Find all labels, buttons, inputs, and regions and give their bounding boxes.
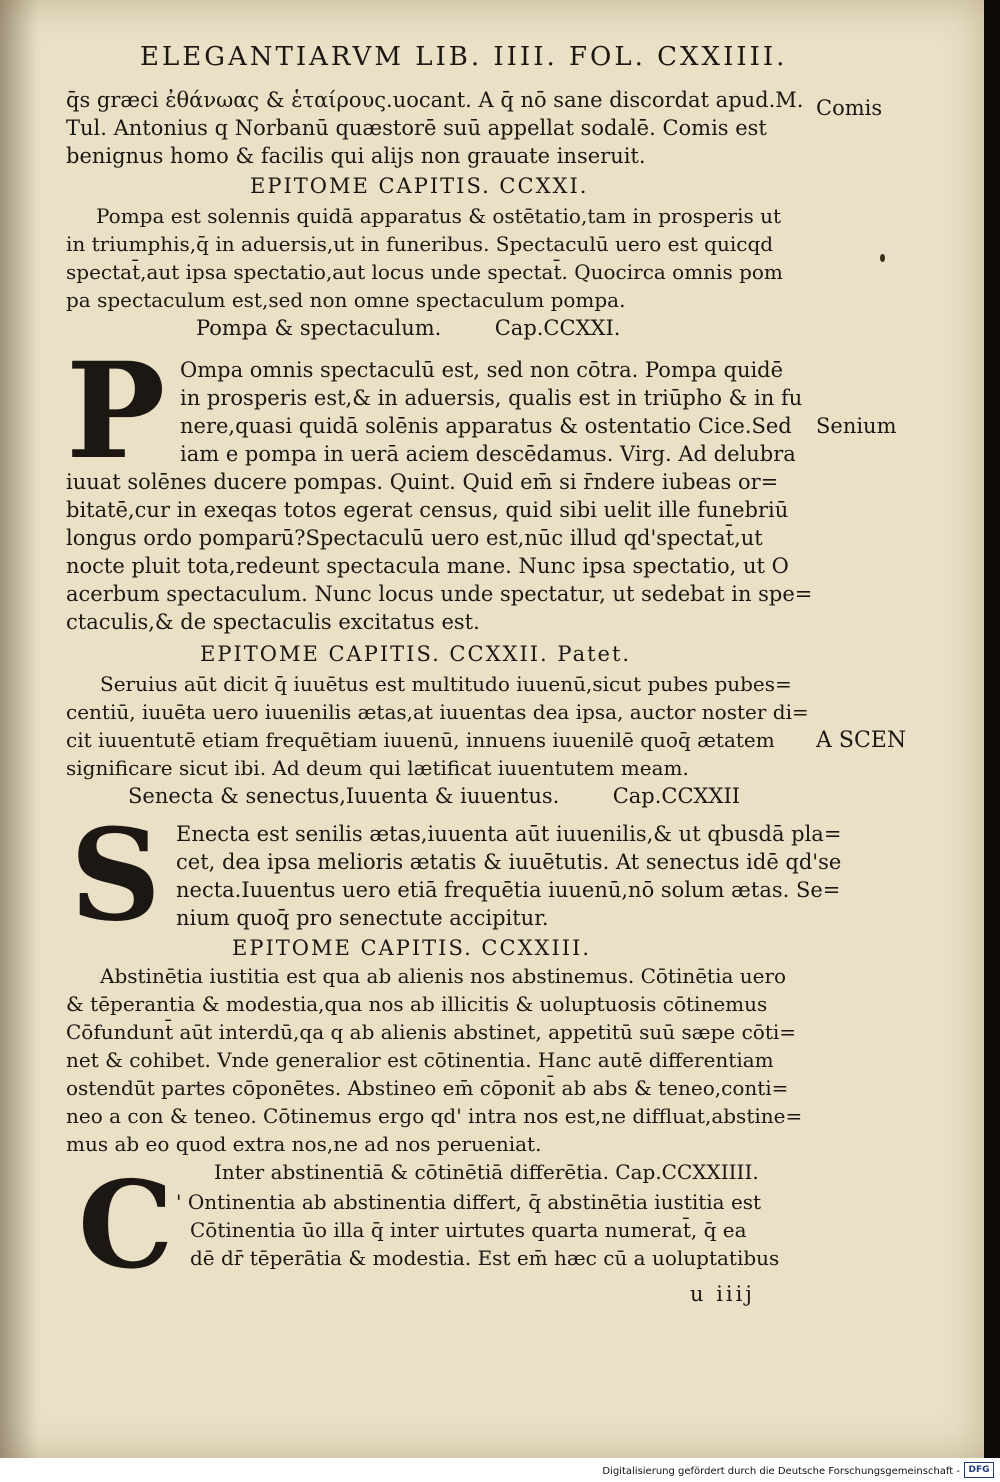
chapter-heading: Inter abstinentiā & cōtinētiā differētia. Cap.CCXXIIII. [214,1160,759,1184]
text-line: pa spectaculum est,sed non omne spectaculum pompa. [66,288,626,312]
text-line: nium quoq̄ pro senectute accipitur. [176,906,549,930]
margin-note-comis: Comis [816,96,883,120]
text-line: Cōtinentia ūo illa q̄ inter uirtutes quarta numerat̄, q̄ ea [190,1218,747,1242]
dfg-logo: DFG [964,1462,994,1478]
text-line: cit iuuentutē etiam frequētiam iuuenū, innuens iuuenilē quoq̄ ætatem [66,728,775,752]
text-line: neo a con & teneo. Cōtinemus ergo qd' intra nos est,ne diffluat,abstine= [66,1104,803,1128]
chapter-heading: Senecta & senectus,Iuuenta & iuuentus. Cap.CCXXII [128,784,741,808]
text-line: Seruius aūt dicit q̄ iuuētus est multitudo iuuenū,sicut pubes pubes= [100,672,792,696]
text-line: necta.Iuuentus uero etiā frequētia iuuenū,nō solum ætas. Se= [176,878,841,902]
section-heading: EPITOME CAPITIS. CCXXI. [250,174,589,198]
ink-blot [880,254,885,262]
text-line: Enecta est senilis ætas,iuuenta aūt iuuenilis,& ut qbusdā pla= [176,822,842,846]
text-line: ctaculis,& de spectaculis excitatus est. [66,610,480,634]
text-line: bitatē,cur in exeqas totos egerat census, quid sibi uelit ille funebriū [66,498,789,522]
text-line: net & cohibet. Vnde generalior est cōtinentia. Hanc autē differentiam [66,1048,774,1072]
text-line: significare sicut ibi. Ad deum qui lætificat iuuentutem meam. [66,756,689,780]
text-line: dē dr̄ tēperātia & modestia. Est em̄ hæc cū a uoluptatibus [190,1246,780,1270]
text-line: ' Ontinentia ab abstinentia differt, q̄ abstinētia iustitia est [176,1190,762,1214]
footer-credit: Digitalisierung gefördert durch die Deutsche Forschungsgemeinschaft - [602,1466,960,1477]
text-line: longus ordo pomparū?Spectaculū uero est,nūc illud qd'spectat̄,ut [66,526,763,550]
text-line: centiū, iuuēta uero iuuenilis ætas,at iuuentas dea ipsa, auctor noster di= [66,700,809,724]
text-line: Cōfundunt̄ aūt interdū,qa q ab alienis abstinet, appetitū suū sæpe cōti= [66,1020,797,1044]
dropcap-p: P [66,334,166,489]
text-line: nere,quasi quidā solēnis apparatus & ostentatio Cice.Sed [180,414,792,438]
dropcap-s: S [70,801,161,949]
page-edge [984,0,1000,1482]
text-line: benignus homo & facilis qui alijs non grauate inseruit. [66,144,646,168]
text-line: ostendūt partes cōponētes. Abstineo em̄ cōponit̄ ab abs & teneo,conti= [66,1076,789,1100]
text-line: spectat̄,aut ipsa spectatio,aut locus unde spectat̄. Quocirca omnis pom [66,260,783,284]
text-line: Pompa est solennis quidā apparatus & ostētatio,tam in prosperis ut [96,204,782,228]
text-line: iam e pompa in uerā aciem descēdamus. Virg. Ad delubra [180,442,796,466]
text-line: nocte pluit tota,redeunt spectacula mane. Nunc ipsa spectatio, ut O [66,554,789,578]
text-line: in triumphis,q̄ in aduersis,ut in funeribus. Spectaculū uero est quicqd [66,232,774,256]
text-line: Ompa omnis spectaculū est, sed non cōtra. Pompa quidē [180,358,784,382]
dropcap-c: C [78,1155,174,1296]
margin-note-senium: Senium [816,414,897,438]
signature-mark: u iiij [690,1282,755,1306]
text-line: q̄s græci ἐθάνωας & ἑταίρους.uocant. A q̄ nō sane discordat apud.M. [66,88,804,112]
text-line: in prosperis est,& in aduersis, qualis est in triūpho & in fu [180,386,803,410]
text-line: cet, dea ipsa melioris ætatis & iuuētutis. At senectus idē qd'se [176,850,842,874]
text-line: iuuat solēnes ducere pompas. Quint. Quid em̄ si r̄ndere iubeas or= [66,470,779,494]
running-header: ELEGANTIARVM LIB. IIII. FOL. CXXIIII. [140,42,788,72]
text-line: Abstinētia iustitia est qua ab alienis nos abstinemus. Cōtinētia uero [100,964,787,988]
text-line: acerbum spectaculum. Nunc locus unde spectatur, ut sedebat in spe= [66,582,813,606]
gutter-shadow [0,0,38,1458]
section-heading: EPITOME CAPITIS. CCXXIII. [232,936,592,960]
text-line: mus ab eo quod extra nos,ne ad nos perueniat. [66,1132,542,1156]
margin-note-ascen: A SCEN [816,728,907,753]
chapter-heading: Pompa & spectaculum. Cap.CCXXI. [196,316,621,340]
text-line: & tēperantia & modestia,qua nos ab illicitis & uoluptuosis cōtinemus [66,992,768,1016]
text-line: Tul. Antonius q Norbanū quæstorē suū appellat sodalē. Comis est [66,116,767,140]
section-heading: EPITOME CAPITIS. CCXXII. Patet. [200,642,632,666]
